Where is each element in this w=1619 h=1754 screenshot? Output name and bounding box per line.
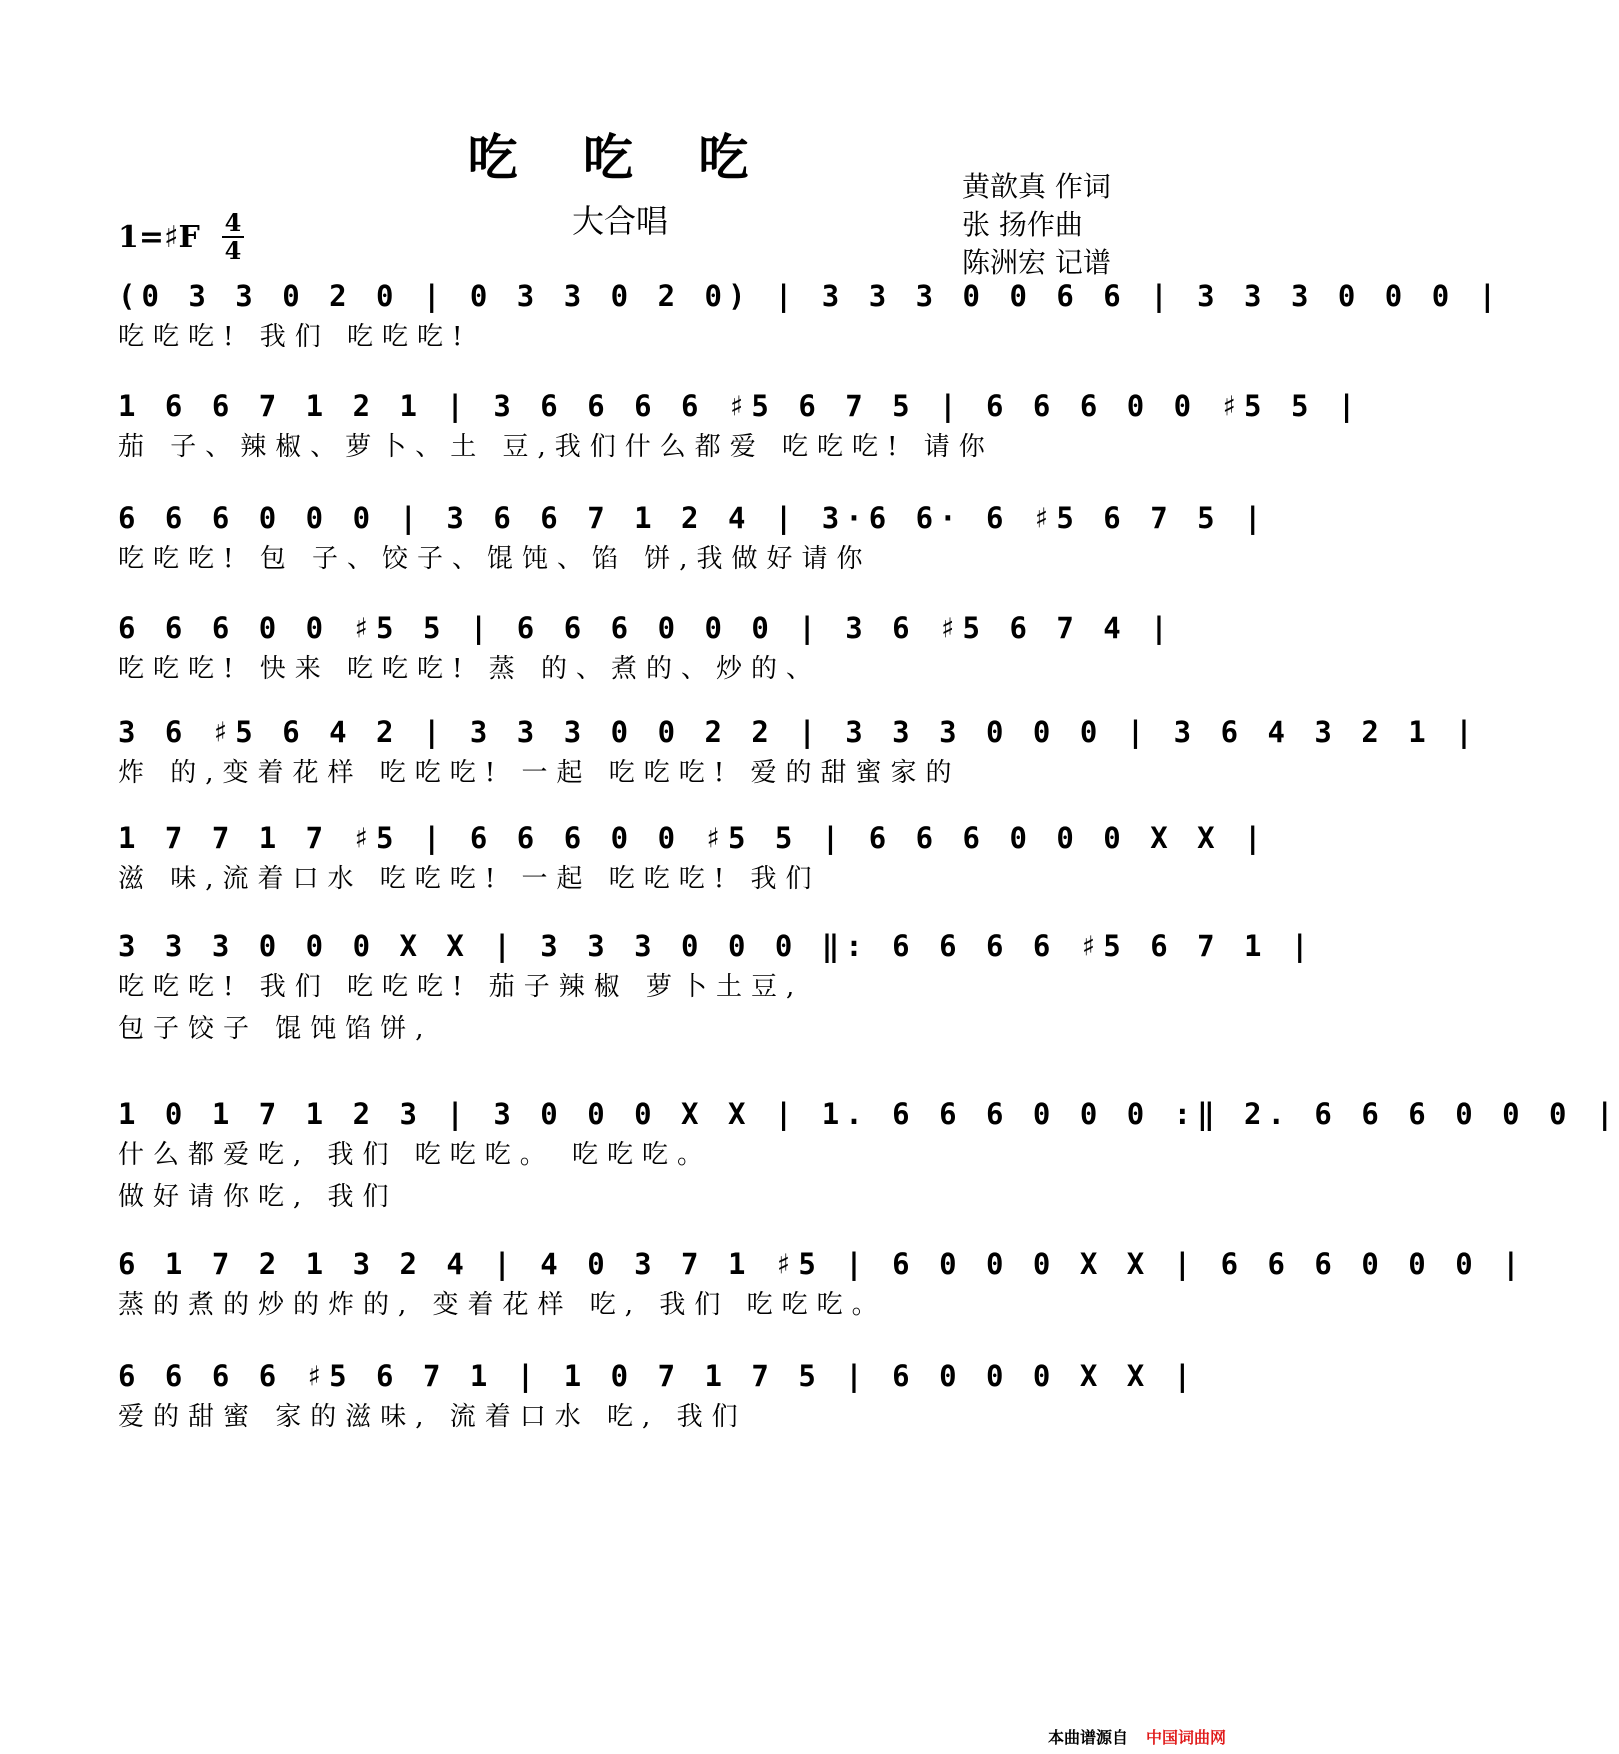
notation-line: 3 3 3 0 0 0 X X | 3 3 3 0 0 0 ‖: 6 6 6 6 ♯5 6 7 1 | <box>118 929 1315 963</box>
notation-line: 6 6 6 0 0 0 | 3 6 6 7 1 2 4 | 3·6 6· 6 ♯5 6 7 5 | <box>118 501 1268 535</box>
notation-line: 6 6 6 6 ♯5 6 7 1 | 1 0 7 1 7 5 | 6 0 0 0 X X | <box>118 1359 1198 1393</box>
time-signature <box>222 210 244 264</box>
score-system-3 <box>118 498 1268 580</box>
song-title: 吃 吃 吃 <box>467 128 773 187</box>
score-system-10 <box>118 1356 1198 1438</box>
notation-line: (0 3 3 0 2 0 | 0 3 3 0 2 0) | 3 3 3 0 0 6 6 | 3 3 3 0 0 0 | <box>118 279 1503 313</box>
notation-line: 1 0 1 7 1 2 3 | 3 0 0 0 X X | 1. 6 6 6 0 0 0 :‖ 2. 6 6 6 0 0 0 | <box>118 1097 1619 1131</box>
lyric-line-verse-2: 包子饺子 馄饨馅饼, <box>118 1014 433 1044</box>
score-system-7 <box>118 926 1315 1050</box>
source-label: 本曲谱源自 <box>1047 1728 1128 1747</box>
score-system-8 <box>118 1094 1619 1218</box>
lyric-line: 吃吃吃! 快来 吃吃吃! 蒸 的、煮的、炒的、 <box>118 654 821 684</box>
time-numerator: 4 <box>224 208 242 237</box>
lyric-line: 爱的甜蜜 家的滋味, 流着口水 吃, 我们 <box>118 1402 747 1432</box>
lyric-line: 吃吃吃! 包 子、饺子、馄饨、馅 饼,我做好请你 <box>118 544 872 574</box>
score-system-5 <box>118 712 1479 794</box>
transcriber-credit: 陈洲宏 记谱 <box>962 246 1111 279</box>
lyric-line-verse-2: 做好请你吃, 我们 <box>118 1182 398 1212</box>
notation-line: 1 7 7 1 7 ♯5 | 6 6 6 0 0 ♯5 5 | 6 6 6 0 0 0 X X | <box>118 821 1268 855</box>
score-system-4 <box>118 608 1174 690</box>
lyricist-credit: 黄歆真 作词 <box>962 170 1111 203</box>
score-system-1 <box>118 276 1503 358</box>
key-signature: 1=♯F <box>118 220 200 255</box>
score-system-9 <box>118 1244 1526 1326</box>
song-subtitle: 大合唱 <box>571 202 668 240</box>
notation-line: 1 6 6 7 1 2 1 | 3 6 6 6 6 ♯5 6 7 5 | 6 6 6 0 0 ♯5 5 | <box>118 389 1362 423</box>
credits <box>962 168 1111 282</box>
lyric-line-verse-1: 吃吃吃! 我们 吃吃吃! 茄子辣椒 萝卜土豆, <box>118 972 804 1002</box>
composer-credit: 张 扬作曲 <box>962 208 1083 241</box>
notation-line: 3 6 ♯5 6 4 2 | 3 3 3 0 0 2 2 | 3 3 3 0 0 0 | 3 6 4 3 2 1 | <box>118 715 1479 749</box>
lyric-line-verse-1: 什么都爱吃, 我们 吃吃吃。 吃吃吃。 <box>118 1140 713 1170</box>
source-footer <box>1048 1725 1226 1748</box>
notation-line: 6 6 6 0 0 ♯5 5 | 6 6 6 0 0 0 | 3 6 ♯5 6 7 4 | <box>118 611 1174 645</box>
notation-line: 6 1 7 2 1 3 2 4 | 4 0 3 7 1 ♯5 | 6 0 0 0 X X | 6 6 6 0 0 0 | <box>118 1247 1526 1281</box>
lyric-line: 蒸的煮的炒的炸的, 变着花样 吃, 我们 吃吃吃。 <box>118 1290 887 1320</box>
lyric-line: 吃吃吃! 我们 吃吃吃! <box>118 322 472 352</box>
score-system-6 <box>118 818 1268 900</box>
lyric-line: 炸 的,变着花样 吃吃吃! 一起 吃吃吃! 爱的甜蜜家的 <box>118 758 961 788</box>
lyric-line: 茄 子、辣椒、萝卜、土 豆,我们什么都爱 吃吃吃! 请你 <box>118 432 994 462</box>
lyric-line: 滋 味,流着口水 吃吃吃! 一起 吃吃吃! 我们 <box>118 864 821 894</box>
score-system-2 <box>118 386 1362 468</box>
source-site-link[interactable]: 中国词曲网 <box>1145 1728 1226 1747</box>
time-denominator: 4 <box>224 236 242 265</box>
